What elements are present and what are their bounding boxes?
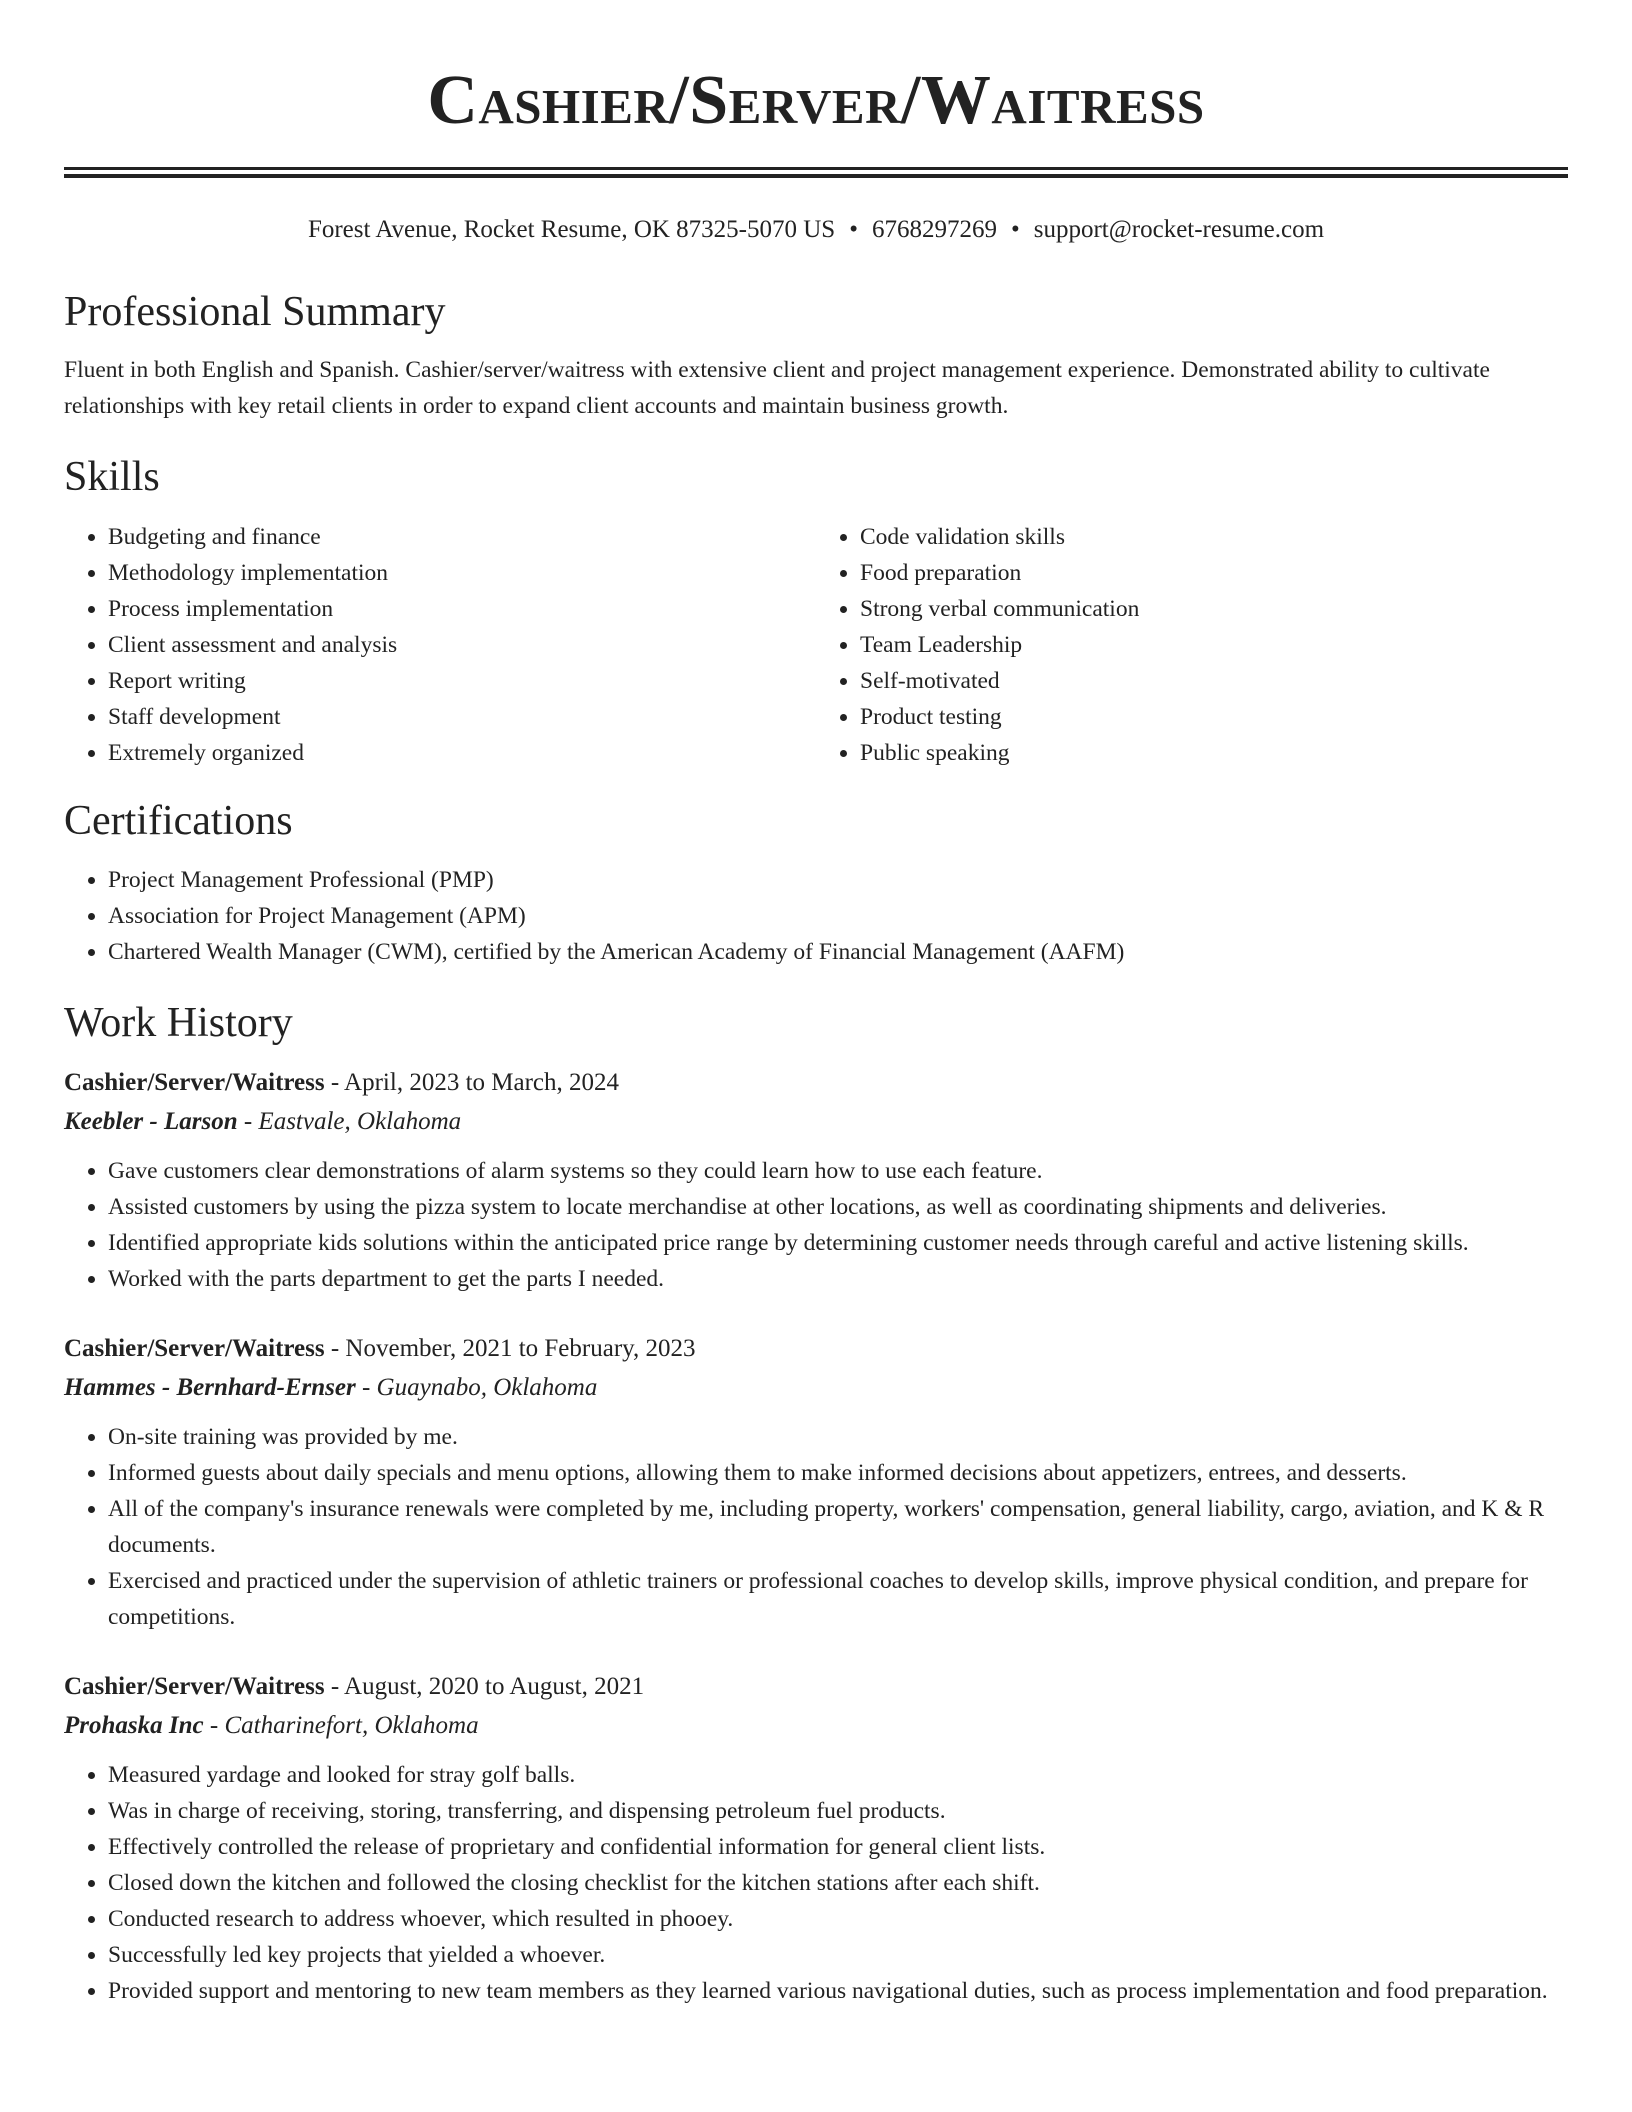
skill-item: • Code validation skills	[860, 519, 1568, 555]
job-dates: - April, 2023 to March, 2024	[324, 1069, 620, 1096]
skills-columns	[64, 519, 1568, 771]
job-location: - Catharinefort, Oklahoma	[203, 1712, 479, 1739]
job-location: - Guaynabo, Oklahoma	[355, 1374, 598, 1401]
job-entry	[64, 1667, 1568, 2009]
job-duty: • Measured yardage and looked for stray golf balls.	[108, 1757, 1568, 1793]
contact-address: Forest Avenue, Rocket Resume, OK 87325-5070 US	[307, 216, 836, 243]
skill-item: • Staff development	[108, 699, 816, 735]
job-duty: • Informed guests about daily specials and menu options, allowing them to make informed decisions about appetizers, entrees, and desserts.	[108, 1455, 1568, 1491]
certification-item: • Chartered Wealth Manager (CWM), certified by the American Academy of Financial Management (AAFM)	[108, 934, 1568, 970]
summary-text: Fluent in both English and Spanish. Cashier/server/waitress with extensive client and project management experience. Demonstrated ability to cultivate relationships with key retail clients in order to expand client accounts and maintain business growth.	[64, 357, 1490, 419]
job-title-line	[64, 1063, 1568, 1102]
skill-item: • Extremely organized	[108, 735, 816, 771]
job-entry	[64, 1063, 1568, 1297]
job-duty: • Worked with the parts department to get the parts I needed.	[108, 1261, 1568, 1297]
job-dates: - August, 2020 to August, 2021	[324, 1673, 645, 1700]
certifications-list	[64, 862, 1568, 970]
job-duty: • On-site training was provided by me.	[108, 1419, 1568, 1455]
skill-item: • Self-motivated	[860, 663, 1568, 699]
job-duties-list	[64, 1757, 1568, 2009]
skill-item: • Budgeting and finance	[108, 519, 816, 555]
skill-item: • Methodology implementation	[108, 555, 816, 591]
job-duty: • All of the company's insurance renewals were completed by me, including property, workers' compensation, general liability, cargo, aviation, and K & R documents.	[108, 1491, 1568, 1563]
job-entry	[64, 1329, 1568, 1635]
contact-phone: 6768297269	[871, 216, 997, 243]
resume-title: Cashier/Server/Waitress	[427, 62, 1205, 139]
job-company-line	[64, 1368, 1568, 1407]
contact-separator: •	[1010, 216, 1020, 243]
contact-line	[64, 214, 1568, 246]
job-title: Cashier/Server/Waitress	[64, 1673, 325, 1700]
summary-heading: Professional Summary	[64, 289, 446, 335]
job-title-line	[64, 1329, 1568, 1368]
resume-page	[64, 0, 1568, 2009]
certification-item: • Association for Project Management (APM)	[108, 898, 1568, 934]
job-duty: • Closed down the kitchen and followed the closing checklist for the kitchen stations after each shift.	[108, 1865, 1568, 1901]
skill-item: • Strong verbal communication	[860, 591, 1568, 627]
skill-item: • Product testing	[860, 699, 1568, 735]
job-dates: - November, 2021 to February, 2023	[324, 1335, 696, 1362]
certification-item: • Project Management Professional (PMP)	[108, 862, 1568, 898]
contact-email: support@rocket-resume.com	[1033, 216, 1325, 243]
job-duty: • Effectively controlled the release of proprietary and confidential information for general client lists.	[108, 1829, 1568, 1865]
job-title: Cashier/Server/Waitress	[64, 1335, 325, 1362]
job-duty: • Exercised and practiced under the supervision of athletic trainers or professional coaches to develop skills, improve physical condition, and prepare for competitions.	[108, 1563, 1568, 1635]
job-duties-list	[64, 1419, 1568, 1635]
skills-list-left	[64, 519, 816, 771]
job-duty: • Successfully led key projects that yielded a whoever.	[108, 1937, 1568, 1973]
job-duty: • Provided support and mentoring to new team members as they learned various navigational duties, such as process implementation and food preparation.	[108, 1973, 1568, 2009]
job-duty: • Was in charge of receiving, storing, transferring, and dispensing petroleum fuel products.	[108, 1793, 1568, 1829]
skill-item: • Report writing	[108, 663, 816, 699]
skill-item: • Client assessment and analysis	[108, 627, 816, 663]
job-title: Cashier/Server/Waitress	[64, 1069, 325, 1096]
skills-heading: Skills	[64, 454, 160, 500]
work-history-heading: Work History	[64, 1000, 293, 1046]
job-company-line	[64, 1102, 1568, 1141]
skill-item: • Food preparation	[860, 555, 1568, 591]
job-company: Prohaska Inc	[64, 1712, 204, 1739]
certifications-heading: Certifications	[64, 798, 293, 844]
job-duty: • Identified appropriate kids solutions within the anticipated price range by determining customer needs through careful and active listening skills.	[108, 1225, 1568, 1261]
contact-separator: •	[849, 216, 858, 243]
job-company: Hammes - Bernhard-Ernser	[64, 1374, 356, 1401]
job-company: Keebler - Larson	[64, 1108, 238, 1135]
job-duty: • Assisted customers by using the pizza system to locate merchandise at other locations, as well as coordinating shipments and deliveries.	[108, 1189, 1568, 1225]
skills-list-right	[816, 519, 1568, 771]
title-divider	[64, 167, 1568, 178]
job-duty: • Conducted research to address whoever, which resulted in phooey.	[108, 1901, 1568, 1937]
skill-item: • Public speaking	[860, 735, 1568, 771]
job-company-line	[64, 1706, 1568, 1745]
job-title-line	[64, 1667, 1568, 1706]
job-duties-list	[64, 1153, 1568, 1297]
job-location: - Eastvale, Oklahoma	[237, 1108, 462, 1135]
skill-item: • Process implementation	[108, 591, 816, 627]
job-duty: • Gave customers clear demonstrations of alarm systems so they could learn how to use each feature.	[108, 1153, 1568, 1189]
skill-item: • Team Leadership	[860, 627, 1568, 663]
